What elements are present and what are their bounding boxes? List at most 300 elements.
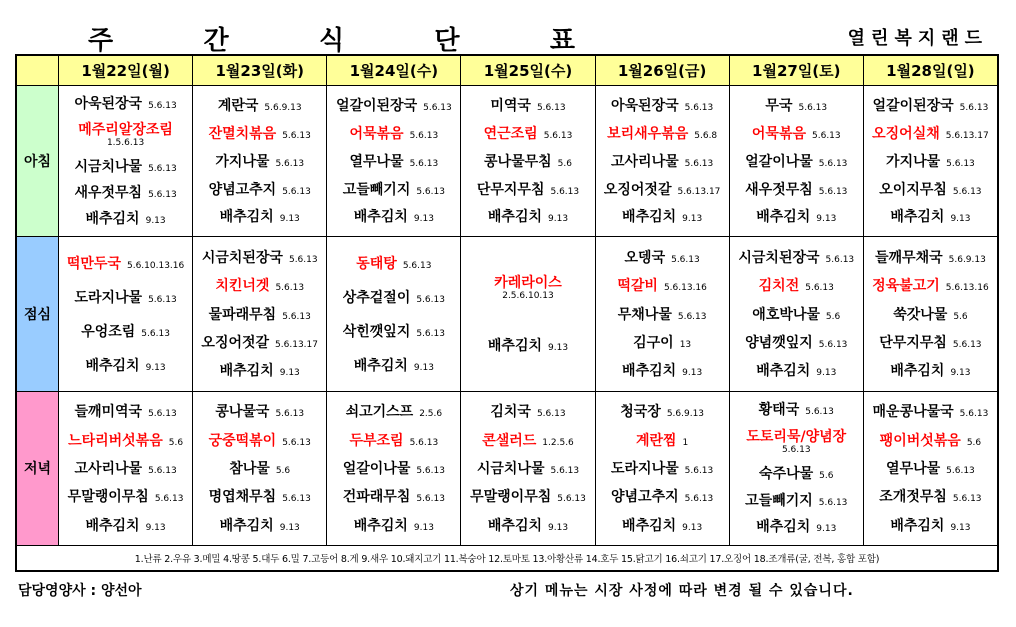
menu-item (465, 403, 590, 420)
menu-item (63, 210, 188, 227)
allergy-code: 5.6.13 (416, 294, 445, 305)
allergy-code: 9.13 (548, 214, 569, 225)
menu-item (465, 517, 590, 534)
allergy-code: 5.6.13 (409, 130, 439, 141)
menu-change-notice: 상기 메뉴는 시장 사정에 따라 변경 될 수 있습니다. (510, 583, 854, 599)
menu-item (331, 357, 456, 374)
menu-item-name: 오이지무침 (879, 181, 947, 198)
allergy-code: 5.6.13 (818, 497, 848, 508)
day-header: 1월24일(수) (327, 56, 461, 86)
allergy-code: 5.6.13.17 (945, 130, 989, 141)
menu-items (596, 237, 729, 390)
menu-item-name: 팽이버섯볶음 (879, 432, 961, 449)
allergy-code: 5.6.13 (818, 158, 848, 169)
allergy-code: 5.6.13 (805, 283, 834, 294)
menu-item (734, 97, 859, 114)
allergy-code: 5.6.13 (275, 283, 305, 294)
menu-item (600, 517, 725, 534)
menu-item-name: 열무나물 (349, 153, 404, 170)
menu-item (197, 334, 322, 351)
menu-table-container (15, 54, 999, 572)
allergy-code: 5.6.13 (282, 186, 311, 197)
menu-item-name: 미역국 (490, 98, 531, 115)
menu-item (197, 403, 322, 420)
allergy-code: 5.6.13 (536, 409, 566, 420)
meal-label: 점심 (17, 237, 59, 391)
allergy-code: 5.6.13 (798, 103, 828, 114)
allergy-code: 1.5.6.13 (106, 138, 145, 149)
menu-item-name: 두부조림 (349, 432, 404, 449)
menu-item (465, 432, 590, 449)
menu-item-name: 배추김치 (219, 363, 274, 380)
title-char: 주 (88, 26, 114, 56)
menu-item (600, 306, 725, 323)
day-header: 1월28일(일) (863, 56, 997, 86)
allergy-code: 9.13 (145, 362, 166, 373)
menu-items (864, 392, 997, 545)
menu-cell (729, 86, 863, 237)
menu-item (734, 125, 859, 142)
menu-item-name: 명엽채무침 (208, 489, 277, 506)
menu-item-name: 배추김치 (85, 357, 140, 374)
menu-item (734, 208, 859, 225)
menu-item (197, 208, 322, 225)
title-char: 표 (549, 26, 575, 56)
menu-item-name: 고들빼기지 (745, 492, 813, 509)
title-char: 간 (203, 26, 229, 56)
allergy-code: 5.6.13.16 (945, 283, 989, 294)
menu-item (734, 492, 859, 509)
menu-item-name: 배추김치 (756, 209, 811, 226)
allergy-code: 5.6.13 (781, 444, 811, 455)
menu-items (864, 86, 997, 236)
menu-item-name: 들깨미역국 (74, 404, 143, 421)
menu-item-name: 매운콩나물국 (872, 404, 954, 421)
menu-item-name: 고사리나물 (611, 153, 679, 170)
allergy-code: 5.6.13.16 (663, 283, 707, 294)
menu-item-name: 무국 (765, 98, 793, 115)
menu-cell (461, 237, 595, 391)
allergy-code: 5.6 (825, 311, 841, 322)
menu-items (327, 86, 460, 236)
meal-row (17, 237, 998, 391)
menu-item-name: 양념고추지 (611, 489, 679, 506)
allergy-code: 5.6.13 (402, 260, 432, 271)
allergy-code: 5.6.13 (416, 465, 445, 476)
menu-item (197, 277, 322, 294)
menu-item-name: 배추김치 (622, 209, 677, 226)
allergy-code: 5.6.13 (282, 437, 311, 448)
menu-item (331, 488, 456, 505)
allergy-code: 5.6.13 (825, 254, 855, 265)
allergy-code: 5.6.13 (275, 409, 305, 420)
menu-item (197, 125, 322, 142)
allergy-code: 5.6.13 (959, 409, 989, 420)
menu-item (63, 432, 188, 449)
menu-item (465, 488, 590, 505)
menu-item (465, 208, 590, 225)
menu-item-name: 오징어실채 (872, 125, 940, 142)
allergy-code: 9.13 (682, 522, 703, 533)
title-char: 식 (318, 26, 345, 56)
allergy-code: 5.6.13 (416, 494, 445, 505)
menu-item (600, 277, 725, 294)
allergy-code: 9.13 (145, 522, 166, 533)
menu-item (600, 249, 725, 266)
menu-item-name: 배추김치 (85, 517, 140, 534)
menu-item (868, 517, 993, 534)
allergy-code: 13 (679, 339, 692, 350)
allergy-code: 5.6.13 (148, 163, 177, 174)
menu-item (465, 337, 590, 354)
menu-item (63, 95, 188, 112)
menu-item-name: 도라지나물 (74, 289, 143, 306)
menu-item-name: 콩나물무침 (484, 153, 552, 170)
menu-cell (863, 86, 997, 237)
menu-item-name: 김치국 (490, 404, 531, 421)
allergy-code: 5.6.13 (282, 494, 311, 505)
menu-item-name: 새우젓무침 (74, 185, 143, 202)
menu-item (868, 403, 993, 420)
menu-cell (729, 237, 863, 391)
menu-item-name: 연근조림 (483, 125, 538, 142)
menu-item-name: 오뎅국 (624, 249, 666, 266)
menu-item (331, 181, 456, 198)
menu-item (734, 518, 859, 535)
menu-item (600, 181, 725, 198)
menu-item-name: 떡만두국 (66, 255, 121, 272)
allergy-code: 9.13 (279, 214, 300, 225)
menu-item (63, 517, 188, 534)
menu-item (734, 362, 859, 379)
menu-item (868, 460, 993, 477)
menu-item-name: 애호박나물 (752, 306, 820, 323)
allergy-code: 5.6.13 (684, 465, 714, 476)
menu-item (868, 208, 993, 225)
menu-item (331, 255, 456, 272)
menu-item (197, 488, 322, 505)
menu-items (59, 237, 192, 390)
menu-items (59, 86, 192, 236)
menu-item (331, 125, 456, 142)
page-title (60, 20, 600, 56)
menu-items (596, 392, 729, 545)
allergy-code: 5.6.13 (812, 130, 841, 141)
menu-item (63, 158, 188, 175)
menu-table (16, 55, 998, 571)
menu-cell (461, 86, 595, 237)
menu-item-name: 무말랭이무침 (470, 489, 552, 506)
allergy-code: 1 (682, 437, 689, 448)
menu-cell (729, 391, 863, 545)
menu-item-name: 김구이 (633, 334, 674, 351)
menu-items (596, 86, 729, 236)
menu-items (730, 237, 863, 390)
day-header: 1월22일(월) (59, 56, 193, 86)
menu-item-name: 얼갈이나물 (745, 153, 813, 170)
allergy-code: 5.6.13.17 (677, 186, 721, 197)
day-header-row (17, 56, 998, 86)
menu-items (327, 237, 460, 390)
title-char: 단 (434, 26, 460, 56)
menu-item-name: 청국장 (620, 404, 661, 421)
allergy-code: 5.6.13 (952, 494, 982, 505)
allergy-code: 5.6.13 (952, 186, 982, 197)
menu-item (734, 153, 859, 170)
menu-item (600, 403, 725, 420)
menu-items (461, 392, 594, 545)
allergy-code: 5.6 (966, 437, 982, 448)
menu-item (63, 121, 188, 148)
menu-item (63, 289, 188, 306)
menu-cell (595, 237, 729, 391)
allergy-code: 9.13 (950, 214, 971, 225)
menu-item-name: 배추김치 (219, 517, 274, 534)
allergy-code: 5.6.13 (557, 494, 586, 505)
menu-item-name: 배추김치 (890, 209, 945, 226)
allergy-code: 9.13 (413, 362, 434, 373)
allergy-code: 5.6.13 (141, 328, 170, 339)
menu-item (734, 181, 859, 198)
menu-item-name: 가지나물 (215, 153, 270, 170)
menu-item (465, 125, 590, 142)
menu-item (734, 306, 859, 323)
menu-item-name: 정육불고기 (872, 278, 940, 295)
menu-item-name: 배추김치 (219, 209, 274, 226)
allergy-code: 5.6.13 (677, 311, 707, 322)
menu-item-name: 열무나물 (886, 460, 941, 477)
menu-cell (59, 237, 193, 391)
menu-item (600, 153, 725, 170)
allergy-code: 9.13 (950, 522, 971, 533)
menu-cell (327, 237, 461, 391)
allergy-code: 9.13 (816, 368, 837, 379)
meal-row (17, 391, 998, 545)
menu-item (465, 153, 590, 170)
allergy-code: 5.6.13 (148, 294, 177, 305)
menu-cell (193, 237, 327, 391)
menu-item (197, 249, 322, 266)
allergy-code: 5.6.13 (684, 103, 714, 114)
menu-item-name: 어묵볶음 (751, 125, 806, 142)
allergy-code: 5.6 (168, 437, 184, 448)
menu-item-name: 배추김치 (353, 209, 408, 226)
allergy-code: 1.2.5.6 (542, 437, 574, 448)
allergy-code: 5.6.13 (946, 465, 975, 476)
menu-item (63, 184, 188, 201)
menu-item (600, 125, 725, 142)
allergy-code: 5.6.13 (275, 158, 305, 169)
menu-item-name: 잔멸치볶음 (208, 125, 277, 142)
menu-item (868, 334, 993, 351)
menu-item-name: 배추김치 (487, 209, 543, 226)
menu-item (868, 125, 993, 142)
menu-item (63, 460, 188, 477)
menu-item (868, 488, 993, 505)
allergy-code: 5.6.13 (684, 494, 714, 505)
menu-item-name: 물파래무침 (208, 306, 277, 323)
menu-cell (863, 237, 997, 391)
meal-label: 아침 (17, 86, 59, 237)
menu-item (734, 334, 859, 351)
menu-item (600, 208, 725, 225)
menu-item-name: 콘샐러드 (482, 432, 537, 449)
menu-item-name: 시금치나물 (74, 158, 143, 175)
menu-item-name: 양념깻잎지 (745, 334, 813, 351)
menu-cell (595, 391, 729, 545)
menu-item-name: 배추김치 (353, 357, 408, 374)
menu-item-name: 오징어젓갈 (603, 181, 672, 198)
allergy-code: 5.6.13 (423, 103, 452, 114)
menu-item-name: 배추김치 (890, 517, 945, 534)
menu-item-name: 느타리버섯볶음 (68, 432, 163, 449)
menu-item (868, 306, 993, 323)
menu-item (63, 357, 188, 374)
allergy-code: 5.6.13 (288, 254, 318, 265)
allergy-code: 5.6 (557, 158, 572, 169)
day-header: 1월27일(토) (729, 56, 863, 86)
menu-items (864, 237, 997, 390)
menu-item-name: 양념고추지 (208, 181, 277, 198)
allergy-code: 5.6.13 (684, 158, 714, 169)
menu-item-name: 메주리알장조림 (78, 122, 173, 139)
menu-item-name: 삭힌깻잎지 (342, 323, 411, 340)
allergy-code: 5.6.13 (805, 407, 834, 418)
menu-item-name: 고들빼기지 (342, 181, 411, 198)
menu-item-name: 오징어젓갈 (201, 334, 270, 351)
allergy-code: 5.6 (953, 311, 968, 322)
allergy-code: 5.6.13 (282, 311, 311, 322)
allergy-code: 9.13 (682, 214, 703, 225)
menu-item-name: 도토리묵/양념장 (746, 429, 847, 446)
allergy-code: 5.6.13 (952, 339, 982, 350)
menu-item (63, 488, 188, 505)
menu-item-name: 보리새우볶음 (607, 125, 689, 142)
menu-items (461, 237, 594, 390)
allergy-code: 5.6.13 (148, 101, 177, 112)
allergy-code: 5.6.13.17 (275, 339, 318, 350)
menu-item (465, 181, 590, 198)
allergy-code: 5.6.13 (550, 186, 580, 197)
meal-row (17, 86, 998, 237)
allergy-code: 9.13 (548, 343, 569, 354)
menu-item-name: 조개젓무침 (879, 489, 947, 506)
allergy-code: 5.6.9.13 (666, 409, 705, 420)
menu-item-name: 배추김치 (487, 517, 543, 534)
menu-item-name: 단무지무침 (879, 334, 947, 351)
menu-item-name: 계란국 (217, 98, 259, 115)
allergy-code: 5.6.13 (543, 130, 573, 141)
allergy-code: 5.6.13 (959, 103, 989, 114)
menu-items (193, 392, 326, 545)
menu-item (197, 460, 322, 477)
menu-items (730, 392, 863, 545)
menu-item (331, 403, 456, 420)
menu-item-name: 궁중떡볶이 (208, 432, 277, 449)
menu-item-name: 단무지무침 (476, 181, 545, 198)
menu-item (63, 403, 188, 420)
menu-items (327, 392, 460, 545)
menu-item (197, 97, 322, 114)
menu-item (868, 153, 993, 170)
allergy-code: 5.6 (275, 465, 291, 476)
allergy-code: 5.6.9.13 (264, 103, 302, 114)
allergy-code: 5.6.9.13 (948, 254, 986, 265)
menu-item-name: 상추겉절이 (342, 289, 411, 306)
menu-item (331, 323, 456, 340)
menu-item-name: 얼갈이된장국 (335, 98, 418, 115)
menu-item-name: 김치전 (758, 278, 800, 295)
day-header: 1월23일(화) (193, 56, 327, 86)
menu-item (868, 181, 993, 198)
menu-item-name: 가지나물 (886, 153, 941, 170)
menu-item-name: 쑥갓나물 (893, 306, 948, 323)
menu-item-name: 치킨너겟 (215, 278, 270, 295)
menu-item (465, 274, 590, 301)
allergy-code: 5.6.13 (818, 186, 848, 197)
menu-item-name: 황태국 (758, 402, 800, 419)
menu-item (331, 208, 456, 225)
menu-item (868, 97, 993, 114)
allergy-code: 9.13 (279, 522, 300, 533)
allergy-code: 9.13 (145, 216, 166, 227)
day-header: 1월26일(금) (595, 56, 729, 86)
menu-item (600, 488, 725, 505)
menu-item-name: 카레라이스 (494, 274, 562, 291)
menu-item-name: 배추김치 (353, 517, 408, 534)
menu-item (197, 181, 322, 198)
menu-item-name: 배추김치 (622, 517, 677, 534)
menu-item (465, 460, 590, 477)
allergy-code: 5.6.13 (550, 465, 580, 476)
menu-item-name: 아욱된장국 (611, 98, 679, 115)
menu-item-name: 배추김치 (622, 363, 677, 380)
allergy-code: 5.6.13 (148, 409, 177, 420)
menu-item (197, 517, 322, 534)
menu-item-name: 무채나물 (617, 306, 672, 323)
allergy-code: 9.13 (548, 522, 569, 533)
menu-item-name: 쇠고기스프 (345, 404, 414, 421)
menu-item-name: 계란찜 (635, 432, 677, 449)
day-header: 1월25일(수) (461, 56, 595, 86)
allergy-code: 9.13 (279, 368, 300, 379)
menu-item (600, 432, 725, 449)
menu-items (59, 392, 192, 545)
menu-item (331, 289, 456, 306)
allergy-code: 9.13 (950, 368, 971, 379)
menu-item-name: 시금치나물 (476, 460, 545, 477)
allergy-code: 5.6.13 (416, 186, 445, 197)
menu-item-name: 배추김치 (756, 519, 811, 536)
allergy-code: 9.13 (413, 522, 434, 533)
allergy-code: 5.6.13 (148, 465, 177, 476)
menu-item (600, 460, 725, 477)
menu-item-name: 어묵볶음 (349, 125, 404, 142)
allergy-code: 9.13 (816, 524, 837, 535)
allergy-note: 1.난류 2.우유 3.메밀 4.땅콩 5.대두 6.밀 7.고등어 8.게 9.새우 10.돼지고기 11.복숭아 12.토마토 13.아황산류 14.호두 15.닭고기 16.쇠고기 17.오징어 18.조개류(굴, 전복, 홍합 포함) (17, 546, 998, 571)
menu-cell (595, 86, 729, 237)
menu-items (730, 86, 863, 236)
menu-item-name: 아욱된장국 (74, 96, 143, 113)
allergy-code: 2.5.6 (419, 409, 443, 420)
menu-item (868, 277, 993, 294)
menu-item-name: 떡갈비 (617, 278, 658, 295)
menu-item-name: 고사리나물 (74, 460, 143, 477)
allergy-code: 5.6.13 (946, 158, 975, 169)
menu-items (461, 86, 594, 236)
menu-item-name: 새우젓무침 (745, 181, 813, 198)
menu-item (868, 362, 993, 379)
